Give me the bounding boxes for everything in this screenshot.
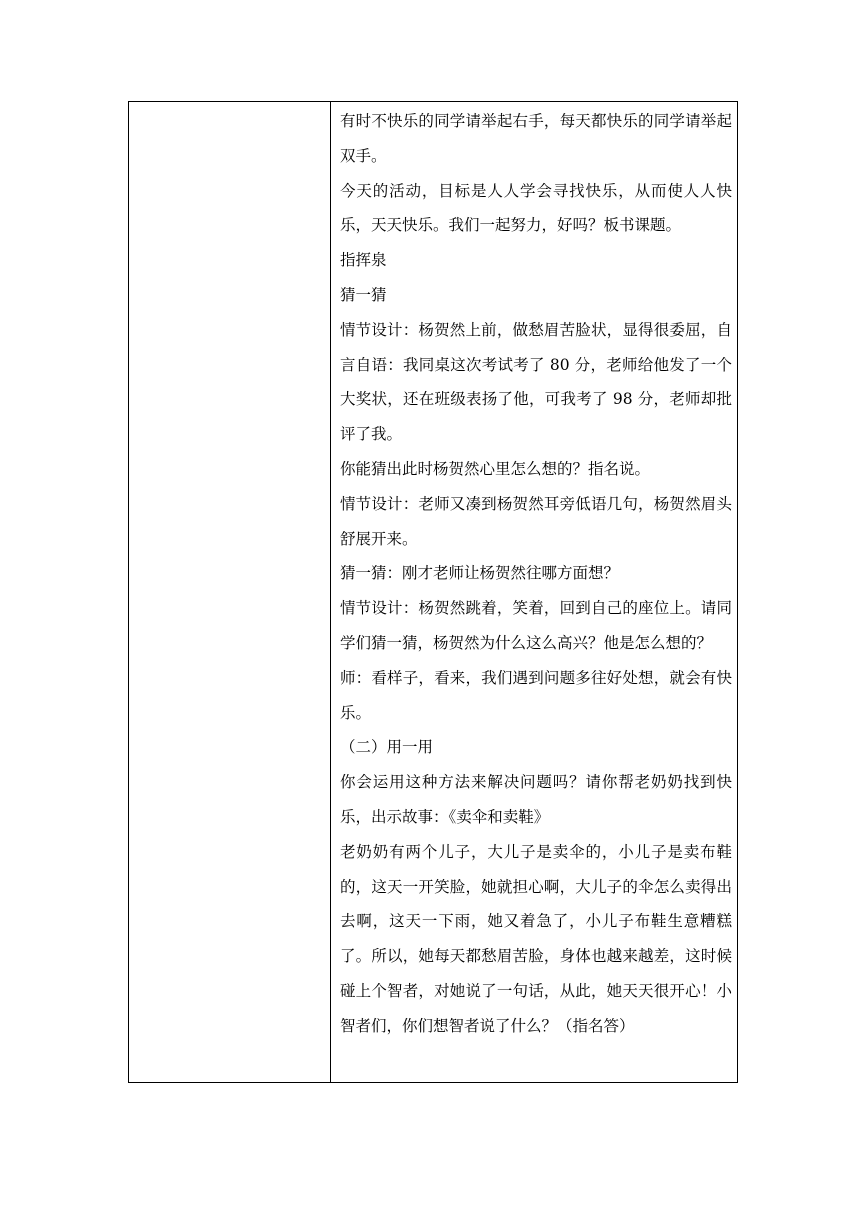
section-heading-use: （二）用一用 (340, 738, 434, 757)
paragraph-raise-hands: 有时不快乐的同学请举起右手，每天都快乐的同学请举起双手。 (340, 112, 732, 165)
paragraph-plot-design-3: 情节设计：杨贺然跳着，笑着，回到自己的座位上。请同学们猜一猜，杨贺然为什么这么高兴？他是怎么想的？ (340, 599, 732, 652)
paragraph-story-intro: 你会运用这种方法来解决问题吗？请你帮老奶奶找到快乐，出示故事：《卖伞和卖鞋》 (340, 773, 732, 826)
paragraph-guess-question: 猜一猜：刚才老师让杨贺然往哪方面想？ (340, 564, 620, 583)
paragraph-guess-heading: 猜一猜 (340, 285, 387, 304)
lesson-table (128, 101, 738, 1083)
table-right-column (331, 102, 737, 1082)
table-left-column (129, 102, 331, 1082)
paragraph-story-body: 老奶奶有两个儿子，大儿子是卖伞的，小儿子是卖布鞋的，这天一开笑脸，她就担心啊，大儿子的伞怎么卖得出去啊，这天一下雨，她又着急了，小儿子布鞋生意糟糕了。所以，她每天都愁眉苦脸，身体也越来越差，这时候碰上个智者，对她说了一句话，从此，她天天很开心！小智者们，你们想智者说了什么？（指名答） (340, 842, 732, 1035)
paragraph-teacher-summary: 师：看样子，看来，我们遇到问题多往好处想，就会有快乐。 (340, 668, 732, 722)
paragraph-question-1: 你能猜出此时杨贺然心里怎么想的？指名说。 (340, 459, 651, 478)
paragraph-activity-goal: 今天的活动，目标是人人学会寻找快乐，从而使人人快乐，天天快乐。我们一起努力，好吗？板书课题。 (340, 181, 732, 235)
paragraph-plot-design-1: 情节设计：杨贺然上前，做愁眉苦脸状，显得很委屈，自言自语：我同桌这次考试考了 80 分，老师给他发了一个大奖状，还在班级表扬了他，可我考了 98 分，老师却批评了我。 (340, 320, 732, 444)
paragraph-zhihuiquan: 指挥泉 (340, 251, 387, 270)
paragraph-plot-design-2: 情节设计：老师又凑到杨贺然耳旁低语几句，杨贺然眉头舒展开来。 (340, 494, 732, 548)
